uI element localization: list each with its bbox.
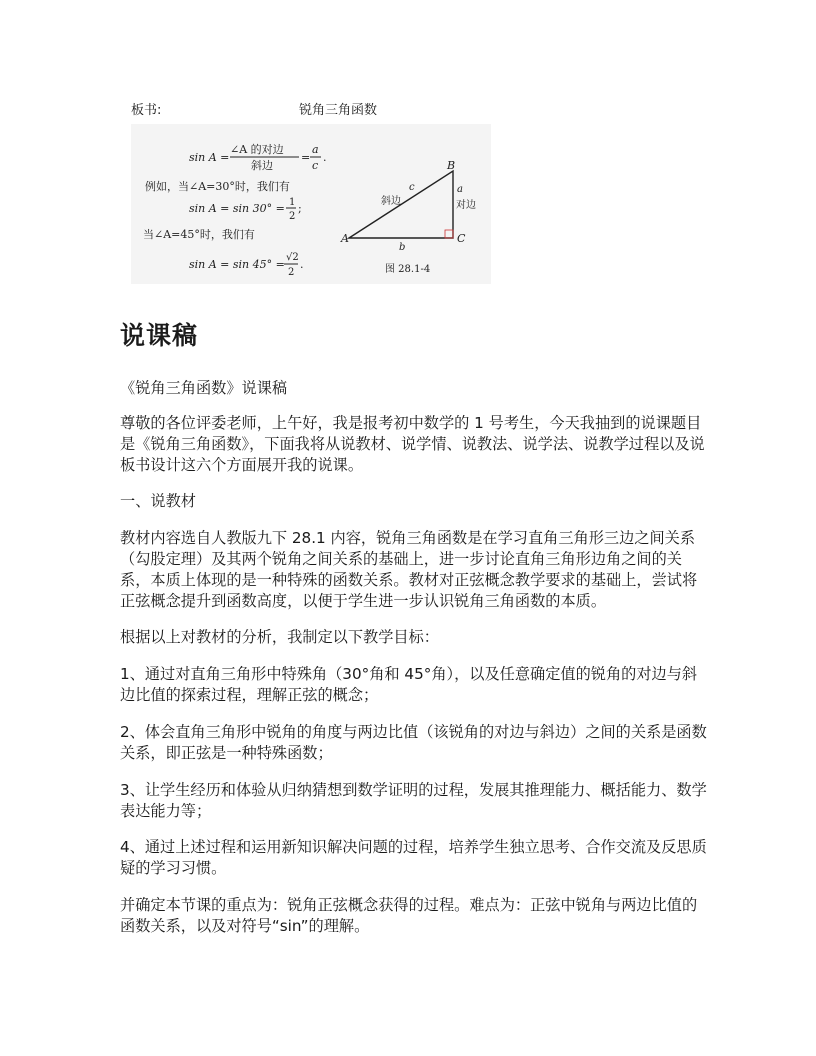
svg-text:sin A =: sin A = [189, 151, 230, 164]
doc-title: 《锐角三角函数》说课稿 [120, 379, 288, 397]
svg-text:.: . [300, 258, 304, 271]
frac-opposite: ∠A 的对边 [230, 143, 284, 156]
board-label: 板书: [131, 103, 162, 118]
goal-item-4: 4、通过上述过程和运用新知识解决问题的过程，培养学生独立思考、合作交流及反思质疑的学习习惯。 [120, 838, 707, 877]
tri-side-hyp: 斜边 [381, 196, 401, 207]
svg-text:.: . [323, 151, 327, 164]
figure-caption: 图 28.1-4 [385, 264, 431, 275]
tri-vertex-B: B [447, 159, 456, 172]
textbook-figure [131, 124, 491, 284]
board-title: 锐角三角函数 [299, 103, 378, 118]
example-intro: 例如，当∠A=30°时，我们有 [145, 180, 290, 193]
svg-text:sin A = sin 30° =: sin A = sin 30° = [189, 202, 285, 215]
goal-item-1: 1、通过对直角三角形中特殊角（30°角和 45°角），以及任意确定值的锐角的对边与斜边比值的探索过程，理解正弦的概念； [120, 665, 698, 704]
frac-c: c [312, 159, 319, 172]
section-heading: 说课稿 [120, 321, 199, 350]
svg-text:2: 2 [289, 211, 296, 222]
intro-paragraph: 尊敬的各位评委老师，上午好，我是报考初中数学的 1 号考生，今天我抽到的说课题目是《锐角三角函数》，下面我将从说教材、说学情、说教法、说学法、说教学过程以及说板书设计这六个方面展开我的说课。 [120, 414, 705, 474]
tri-vertex-C: C [457, 232, 466, 245]
tri-side-c: c [409, 182, 415, 193]
frac-a: a [312, 143, 319, 156]
section-1-title: 一、说教材 [120, 492, 196, 510]
tri-side-b: b [399, 242, 406, 253]
svg-text:2: 2 [288, 267, 295, 278]
figure-svg [131, 124, 491, 284]
tri-side-a: a [457, 184, 463, 195]
frac-hyp: 斜边 [251, 159, 273, 172]
goal-item-3: 3、让学生经历和体验从归纳猜想到数学证明的过程，发展其推理能力、概括能力、数学表达能力等； [120, 781, 707, 820]
tri-side-opp: 对边 [456, 200, 476, 211]
goals-intro: 根据以上对教材的分析，我制定以下教学目标： [120, 628, 439, 646]
focus-paragraph: 并确定本节课的重点为：锐角正弦概念获得的过程。难点为：正弦中锐角与两边比值的函数关系，以及对符号“sin”的理解。 [120, 896, 698, 935]
tri-vertex-A: A [341, 232, 349, 245]
svg-text:sin A = sin 45° =: sin A = sin 45° = [189, 258, 285, 271]
svg-text:√2: √2 [286, 252, 299, 263]
svg-text:=: = [301, 151, 311, 164]
example-45-intro: 当∠A=45°时，我们有 [143, 228, 255, 241]
svg-text:;: ; [298, 202, 302, 215]
material-paragraph: 教材内容选自人教版九下 28.1 内容，锐角三角函数是在学习直角三角形三边之间关系（勾股定理）及其两个锐角之间关系的基础上，进一步讨论直角三角形边角之间的关系，本质上体现的是一种特殊的函数关系。教材对正弦概念教学要求的基础上，尝试将正弦概念提升到函数高度，以便于学生进一步认识锐角三角函数的本质。 [120, 529, 698, 610]
svg-text:1: 1 [289, 197, 296, 208]
goal-item-2: 2、体会直角三角形中锐角的角度与两边比值（该锐角的对边与斜边）之间的关系是函数关系，即正弦是一种特殊函数； [120, 723, 707, 762]
